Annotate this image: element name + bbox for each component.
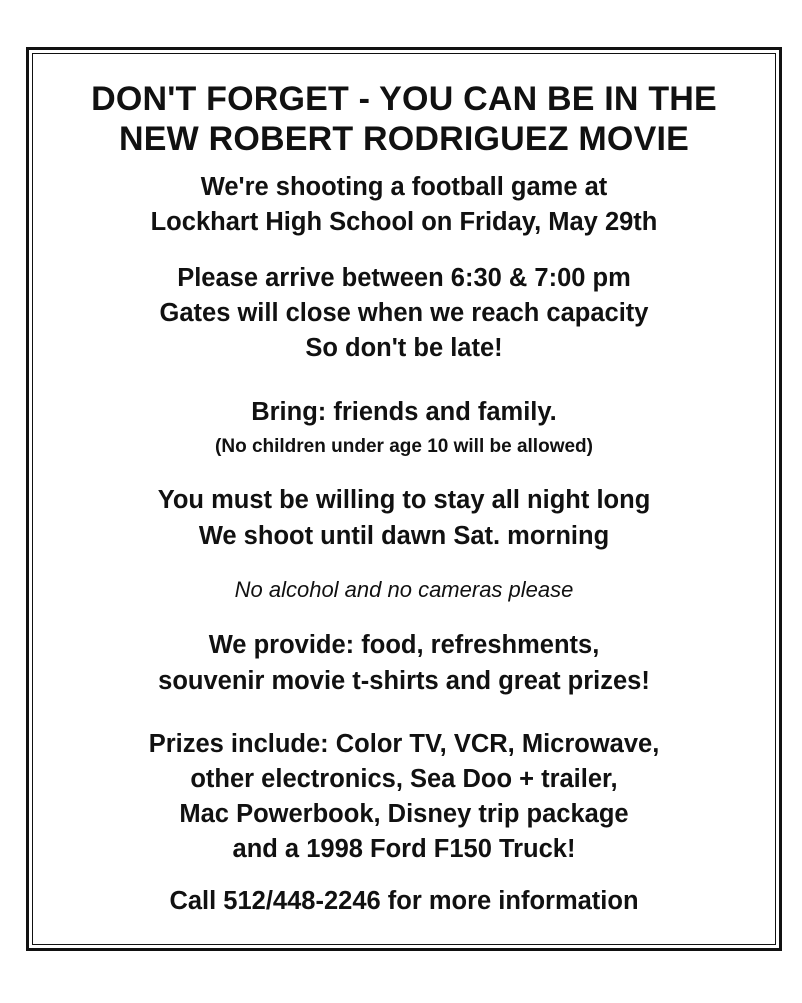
bring-line: Bring: friends and family.	[251, 398, 557, 426]
prizes-line-3: Mac Powerbook, Disney trip package	[179, 800, 629, 828]
age-note: (No children under age 10 will be allowed)	[215, 436, 593, 457]
stay-line-2: We shoot until dawn Sat. morning	[198, 522, 610, 550]
prizes-line-1: Prizes include: Color TV, VCR, Microwave,	[148, 730, 660, 758]
prizes-line-2: other electronics, Sea Doo + trailer,	[190, 765, 618, 793]
event-line-1: We're shooting a football game at	[200, 173, 608, 201]
contact-line: Call 512/448-2246 for more information	[169, 887, 639, 915]
flyer-outer-border	[26, 47, 782, 951]
headline-line-1: DON'T FORGET - YOU CAN BE IN THE	[91, 80, 717, 118]
headline-line-2: NEW ROBERT RODRIGUEZ MOVIE	[119, 120, 689, 158]
prizes-line-4: and a 1998 Ford F150 Truck!	[232, 835, 576, 863]
provide-line-2: souvenir movie t-shirts and great prizes!	[158, 667, 650, 695]
arrival-line-3: So don't be late!	[305, 334, 503, 362]
rules-line: No alcohol and no cameras please	[234, 577, 574, 602]
provide-line-1: We provide: food, refreshments,	[208, 631, 600, 659]
event-line-2: Lockhart High School on Friday, May 29th	[150, 208, 658, 236]
arrival-line-2: Gates will close when we reach capacity	[159, 299, 649, 327]
arrival-line-1: Please arrive between 6:30 & 7:00 pm	[177, 264, 631, 292]
stay-line-1: You must be willing to stay all night long	[157, 486, 651, 514]
